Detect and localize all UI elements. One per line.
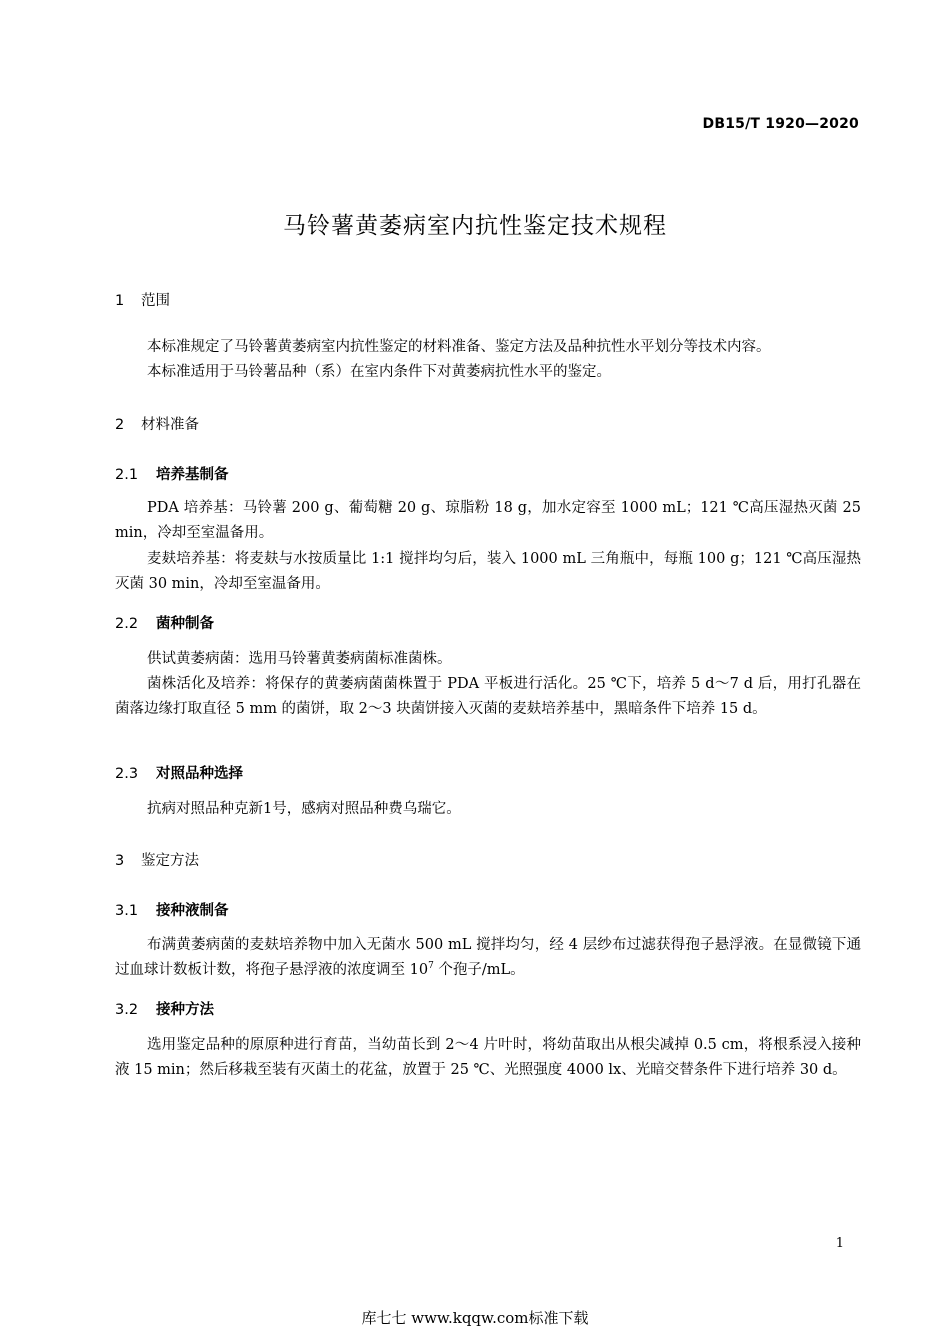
paragraph: 麦麸培养基：将麦麸与水按质量比 1:1 搅拌均匀后，装入 1000 mL 三角瓶中，每瓶 100 g；121 ℃高压湿热灭菌 30 min，冷却至室温备用。: [115, 551, 861, 592]
subsection-heading-3-2: [115, 998, 214, 1019]
section-heading-1: [115, 289, 170, 310]
section-title: 材料准备: [141, 417, 199, 433]
paragraph: 本标准规定了马铃薯黄萎病室内抗性鉴定的材料准备、鉴定方法及品种抗性水平划分等技术内容。: [147, 339, 771, 355]
section-number: 1: [115, 293, 125, 309]
paragraph: 本标准适用于马铃薯品种（系）在室内条件下对黄萎病抗性水平的鉴定。: [147, 364, 611, 380]
exponent: 7: [428, 960, 434, 971]
subsection-number: 3.1: [115, 903, 139, 919]
section-heading-3: [115, 849, 199, 870]
paragraph: 选用鉴定品种的原原种进行育苗，当幼苗长到 2～4 片叶时，将幼苗取出从根尖减掉 0.5 cm，将根系浸入接种液 15 min；然后移栽至装有灭菌土的花盆，放置于 25 ℃、光照强度 4000 lx、光暗交替条件下进行培养 30 d。: [115, 1037, 861, 1078]
section-number: 2: [115, 417, 125, 433]
subsection-number: 3.2: [115, 1002, 139, 1018]
paragraph-text: 个孢子/mL。: [433, 961, 525, 978]
subsection-title: 菌种制备: [156, 616, 214, 632]
footer-watermark: 库七七 www.kqqw.com标准下载: [361, 1309, 589, 1327]
subsection-title: 接种液制备: [156, 903, 229, 919]
paragraph: 菌株活化及培养：将保存的黄萎病菌菌株置于 PDA 平板进行活化。25 ℃下，培养 5 d～7 d 后，用打孔器在菌落边缘打取直径 5 mm 的菌饼，取 2～3 块菌饼接入灭菌的麦麸培养基中，黑暗条件下培养 15 d。: [115, 676, 861, 717]
section-title: 范围: [141, 293, 170, 309]
subsection-number: 2.3: [115, 766, 139, 782]
subsection-heading-2-2: [115, 612, 214, 633]
section-number: 3: [115, 853, 125, 869]
subsection-heading-3-1: [115, 899, 229, 920]
subsection-title: 培养基制备: [156, 467, 229, 483]
paragraph: 供试黄萎病菌：选用马铃薯黄萎病菌标准菌株。: [147, 651, 452, 667]
subsection-heading-2-1: [115, 463, 229, 484]
paragraph: 抗病对照品种克新1号，感病对照品种费乌瑞它。: [147, 801, 461, 817]
page-number: 1: [835, 1236, 844, 1251]
subsection-title: 接种方法: [156, 1002, 214, 1018]
standard-code: DB15/T 1920—2020: [702, 116, 859, 132]
subsection-heading-2-3: [115, 762, 243, 783]
paragraph: PDA 培养基：马铃薯 200 g、葡萄糖 20 g、琼脂粉 18 g，加水定容至 1000 mL；121 ℃高压湿热灭菌 25 min，冷却至室温备用。: [115, 500, 861, 541]
subsection-number: 2.1: [115, 467, 139, 483]
section-heading-2: [115, 413, 199, 434]
section-title: 鉴定方法: [141, 853, 199, 869]
paragraph: [115, 933, 861, 982]
subsection-number: 2.2: [115, 616, 139, 632]
document-title: 马铃薯黄萎病室内抗性鉴定技术规程: [283, 213, 667, 239]
paragraph-text: 布满黄萎病菌的麦麸培养物中加入无菌水 500 mL 搅拌均匀，经 4 层纱布过滤获得孢子悬浮液。在显微镜下通过血球计数板计数，将孢子悬浮液的浓度调至 10: [115, 937, 861, 978]
subsection-title: 对照品种选择: [156, 766, 243, 782]
